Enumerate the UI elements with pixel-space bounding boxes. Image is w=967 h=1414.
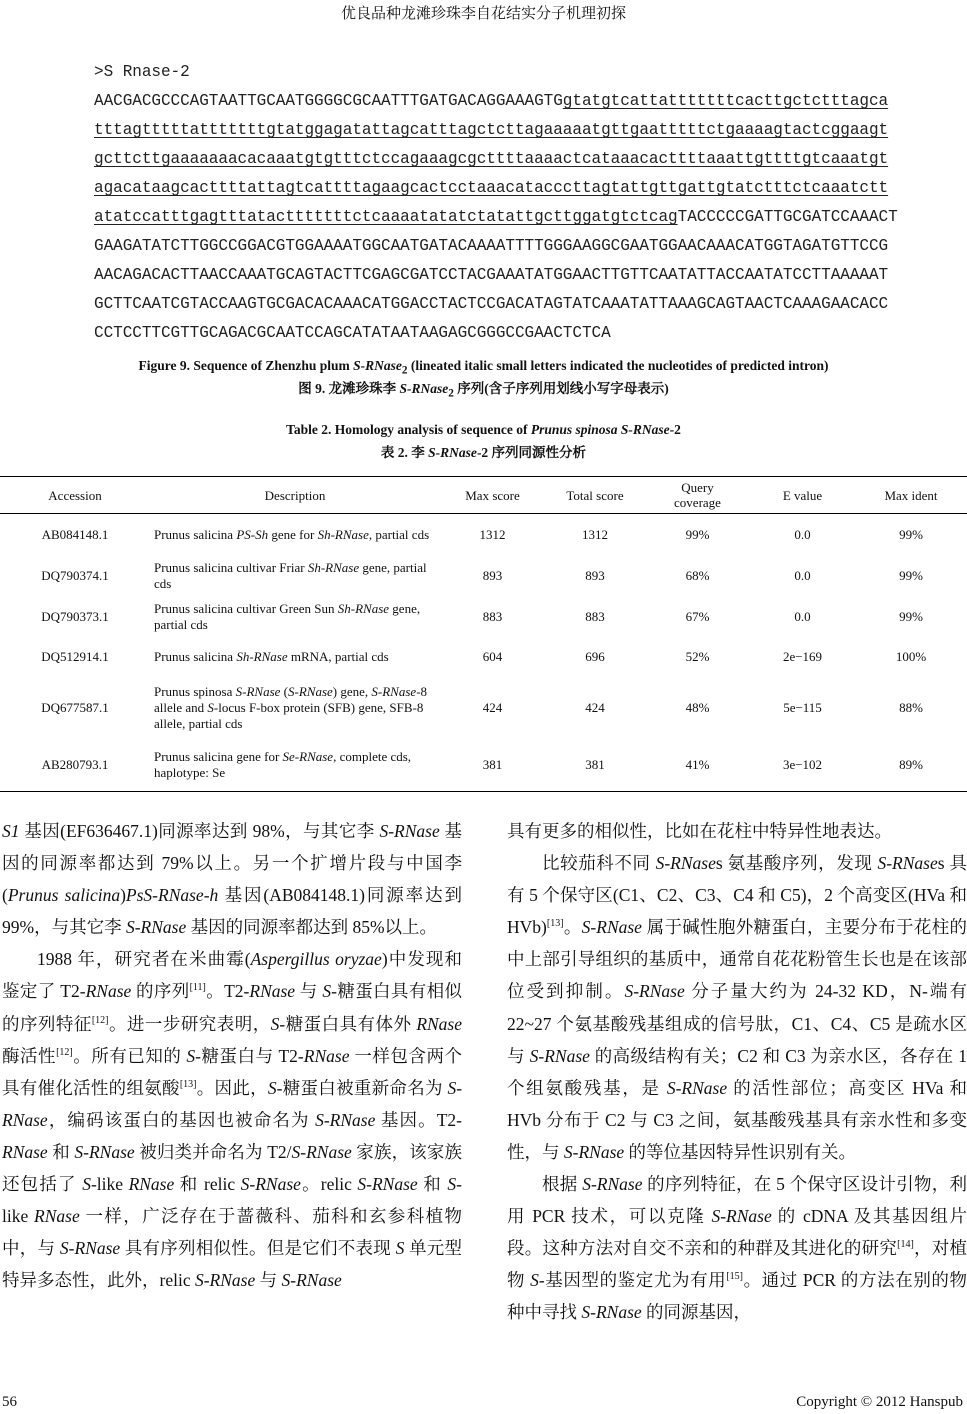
sequence-line (94, 116, 898, 145)
table-cell: Prunus salicina cultivar Green Sun Sh-RNase gene, partial cds (154, 601, 421, 632)
table-cell: 0.0 (794, 568, 811, 583)
intron-segment: atatccatttgagtttatactttttttctcaaaatatatctatattgcttggatgtctcag (94, 208, 678, 226)
table-cell: 883 (482, 609, 503, 624)
sequence-figure (94, 58, 906, 348)
exon-segment: AACGACGCCCAGTAATTGCAATGGGGCGCAATTTGATGACAGGAAAGTG (94, 92, 563, 110)
table-cell: Prunus salicina gene for Se-RNase, complete cds, haplotype: Se (150, 740, 440, 792)
subscript: 2 (401, 364, 408, 377)
subscript: 2 (448, 387, 454, 400)
citation: [13] (546, 918, 564, 930)
italic-term: S-RNase (399, 381, 449, 396)
table-row (0, 514, 967, 556)
italic-term: S-RNase (581, 1302, 642, 1323)
table-cell: 41% (645, 740, 750, 792)
table-cell: 424 (482, 699, 503, 715)
sequence-header: >S Rnase-2 (94, 63, 190, 81)
italic-term: S-RNase (379, 821, 440, 841)
italic-term: S (530, 1270, 539, 1291)
italic-term: S-RNase (563, 1141, 625, 1162)
body-paragraph: 1988 年，研究者在米曲霉(Aspergillus oryzae)中发现和鉴定了 T2-RNase 的序列[11]。T2-RNase 与 S-糖蛋白具有相似的序列特征[12]。进一步研究表明，S-糖蛋白具有体外 RNase 酶活性[12]。所有已知的 S-糖蛋白与 T2-RNase 一样包含两个具有催化活性的组氨酸[13]。因此，S-糖蛋白被重新命名为 S-RNase，编码该蛋白的基因也被命名为 S-RNase 基因。T2-RNase 和 S-RNase 被归类并命名为 T2/S-RNase 家族，该家族还包括了 S-like RNase 和 relic S-RNase。relic S-RNase 和 S-like RNase 一样，广泛存在于蔷薇科、茄科和玄参科植物中，与 S-RNase 具有序列相似性。但是它们不表现 S 单元型特异多态性，此外，relic S-RNase 与 S-RNase (2, 949, 463, 1291)
table-cell: 604 (482, 648, 503, 664)
italic-term: RNase (249, 981, 296, 1002)
italic-term: S-RNase (2, 1077, 463, 1130)
italic-term: Se-RNase (282, 749, 334, 765)
intron-segment: agacataagcacttttattagtcattttagaagcactcctaaacatacccttagtattgttgattgtatctttctcaaatctt (94, 179, 889, 197)
italic-term: S-RNase (371, 683, 417, 699)
copyright: Copyright © 2012 Hanspub (796, 1394, 963, 1410)
column-header: Max score (440, 477, 545, 514)
table-cell: 99% (685, 526, 710, 542)
body-paragraph: 根据 S-RNase 的序列特征，在 5 个保守区设计引物，利用 PCR 技术，可以克隆 S-RNase 的 cDNA 及其基因组片段。这种方法对自交不亲和的种群及其进化的研究[14]，对植物 S-基因型的鉴定尤为有用[15]。通过 PCR 的方法在别的物种中寻找 S-RNase 的同源基因， (507, 1174, 967, 1323)
body-paragraph: 比较茄科不同 S-RNases 氨基酸序列，发现 S-RNases 具有 5 个保守区(C1、C2、C3、C4 和 C5)，2 个高变区(HVa 和 HVb)[13]。S-RNase 属于碱性胞外糖蛋白，主要分布于花柱的中上部引导组织的基质中，通常自花花粉管生长也是在该部位受到抑制。S-RNase 分子量大约为 24-32 KD，N-端有 22~27 个氨基酸残基组成的信号肽，C1、C4、C5 是疏水区与 S-RNase 的高级结构有关；C2 和 C3 为亲水区，各存在 1 个组氨酸残基，是 S-RNase 的活性部位；高变区 HVa 和 HVb 分布于 C2 与 C3 之间，氨基酸残基具有亲水性和多变性，与 S-RNase 的等位基因特异性识别有关。 (507, 853, 967, 1162)
italic-term: PS-Sh (236, 526, 269, 542)
italic-term: RNase (34, 1206, 80, 1227)
table-cell: DQ790374.1 (41, 568, 109, 583)
italic-term: RNase (2, 1141, 48, 1162)
table-cell: 0.0 (794, 609, 811, 624)
sequence-line (94, 261, 898, 290)
left-column (2, 815, 462, 1296)
italic-term: S (267, 1077, 277, 1098)
citation: [12] (91, 1014, 109, 1026)
intron-segment: tttagtttttatttttttgtatggagatattagcatttagctcttagaaaaatgttgaatttttctgaaaagtactcggaagt (94, 121, 889, 139)
citation: [15] (726, 1271, 743, 1283)
table-cell: 67% (685, 609, 710, 624)
table-row (0, 638, 967, 676)
table-cell: 48% (685, 699, 710, 715)
table-cell: 99% (899, 568, 923, 583)
italic-term: S-RNase (281, 1270, 342, 1291)
table-cell: 52% (685, 648, 710, 664)
table-cell: DQ677587.1 (41, 699, 109, 715)
italic-term: S (82, 1174, 91, 1195)
table-cell: 5e−115 (783, 699, 822, 715)
table-cell: 1312 (479, 526, 506, 542)
table-cell: Prunus salicina cultivar Friar Sh-RNase gene, partial cds (154, 560, 427, 591)
italic-term: Prunus spinosa S-RNase (530, 422, 670, 437)
sequence-line (94, 174, 898, 203)
italic-term: RNase (85, 981, 132, 1002)
italic-term: S-RNase (235, 683, 281, 699)
italic-term: Aspergillus oryzae (250, 949, 382, 970)
italic-term: Sh-RNase (317, 526, 369, 542)
italic-term: S (395, 1238, 405, 1259)
italic-term: S-RNase (655, 853, 716, 874)
page-number: 56 (2, 1394, 17, 1410)
table-cell: 893 (482, 568, 503, 583)
table-cell: 99% (899, 526, 923, 542)
figure-caption-en: Figure 9. Sequence of Zhenzhu plum S-RNase$_2$ (lineated italic small letters indicated the nucleotides of predicted intron) (138, 358, 829, 377)
table-caption-en: Table 2. Homology analysis of sequence of Prunus spinosa S-RNase-2 (286, 422, 681, 437)
italic-term: S-RNase (666, 1077, 728, 1098)
intron-segment: gcttcttgaaaaaaacacaaatgtgtttctccagaaagcgcttttaaaactcataaacacttttaaattgttttgtcaaatgt (94, 150, 889, 168)
table-row (0, 676, 967, 740)
table-cell: Prunus salicina PS-Sh gene for Sh-RNase, partial cds (154, 526, 430, 542)
table-cell: 99% (899, 609, 923, 624)
italic-term: S-RNase (529, 1045, 590, 1066)
table-row (0, 597, 967, 638)
figure-caption-cn: 图 9. 龙滩珍珠李 S-RNase$_2$ 序列(含子序列用划线小写字母表示) (298, 381, 669, 400)
table-cell: 89% (855, 740, 967, 792)
column-header: Query coverage (645, 477, 750, 514)
italic-term: RNase (416, 1013, 463, 1034)
table-row (0, 740, 967, 792)
italic-term: S (270, 1013, 280, 1034)
column-header: Description (150, 477, 440, 514)
body-paragraph: 具有更多的相似性，比如在花柱中特异性地表达。 (507, 821, 892, 841)
citation: [11] (189, 982, 206, 994)
homology-table (0, 476, 967, 792)
italic-term: S-RNase (353, 358, 402, 373)
exon-segment: TACCCCCGATTGCGATCCAAACT (677, 208, 898, 226)
sequence-line (94, 87, 898, 116)
citation: [12] (56, 1046, 73, 1058)
table-cell: 2e−169 (782, 648, 823, 664)
table-cell: AB280793.1 (0, 740, 150, 792)
table-cell: 1312 (582, 526, 608, 542)
table-cell: 696 (585, 648, 605, 664)
table-cell: 88% (899, 699, 923, 715)
column-header: E value (750, 477, 855, 514)
italic-term: S1 (2, 821, 20, 841)
table-cell: 381 (545, 740, 645, 792)
sequence-line (94, 203, 898, 232)
table-row (0, 556, 967, 597)
exon-segment: GAAGATATCTTGGCCGGACGTGGAAAATGGCAATGATACAAAATTTTGGGAAGGCGAATGGAACAAACATGGTAGATGTTCCG (94, 237, 889, 255)
table-cell: 381 (440, 740, 545, 792)
column-header: Accession (0, 477, 150, 514)
italic-term: S-RNase (357, 1174, 418, 1195)
table-caption-cn: 表 2. 李 S-RNase-2 序列同源性分析 (380, 445, 587, 460)
citation: [14] (897, 1239, 914, 1251)
italic-term: S (447, 1174, 457, 1195)
italic-term: S-RNase (194, 1270, 256, 1291)
italic-term: RNase (303, 1045, 350, 1066)
italic-term: S-RNase (711, 1206, 772, 1227)
italic-term: PsS-RNase-h (125, 885, 219, 906)
italic-term: S-RNase (74, 1141, 135, 1162)
italic-term: S-RNase (624, 981, 685, 1002)
table-cell: 100% (895, 648, 927, 664)
running-head: 优良品种龙滩珍珠李自花结实分子机理初探 (340, 6, 626, 22)
intron-segment: gtatgtcattatttttttcacttgctctttagca (562, 92, 889, 110)
exon-segment: CCTCCTTCGTTGCAGACGCAATCCAGCATATAATAAGAGCGGGCCGAACTCTCA (94, 324, 611, 342)
table-cell: 893 (585, 568, 605, 583)
italic-term: S-RNase (581, 917, 642, 938)
italic-term: S (207, 699, 214, 715)
column-header: Max ident (855, 477, 967, 514)
italic-term: RNase (128, 1174, 175, 1195)
exon-segment: AACAGACACTTAACCAAATGCAGTACTTCGAGCGATCCTACGAAATATGGAACTTGTTCAATATTACCAATATCCTTAAAAAT (94, 266, 889, 284)
italic-term: Prunus salicina (7, 885, 121, 906)
italic-term: S-RNase (877, 853, 938, 874)
table-cell: DQ790373.1 (41, 609, 109, 624)
table-cell: 0.0 (794, 526, 811, 542)
right-column (507, 815, 967, 1329)
italic-term: Sh-RNase (307, 560, 360, 575)
table-cell: 68% (685, 568, 710, 583)
italic-term: S (186, 1045, 196, 1066)
italic-term: S-RNase (125, 917, 187, 938)
italic-term: S-RNase (582, 1174, 643, 1195)
table-cell: 883 (585, 609, 605, 624)
sequence-line (94, 145, 898, 174)
sequence-line (94, 232, 898, 261)
exon-segment: GCTTCAATCGTACCAAGTGCGACACAAACATGGACCTACTCCGACATAGTATCAAATATTAAAGCAGTAACTCAAAGAACACC (94, 295, 889, 313)
table-cell: Prunus salicina Sh-RNase mRNA, partial cds (154, 648, 389, 664)
column-header: Total score (545, 477, 645, 514)
body-paragraph: S1 基因(EF636467.1)同源率达到 98%，与其它李 S-RNase 基因的同源率都达到 79%以上。另一个扩增片段与中国李(Prunus salicina)PsS-RNase-h 基因(AB084148.1)同源率达到 99%，与其它李 S-RNase 基因的同源率都达到 85%以上。 (2, 821, 463, 938)
table-cell: 3e−102 (750, 740, 855, 792)
italic-term: S (322, 981, 332, 1002)
italic-term: S-RNase (428, 445, 477, 460)
italic-term: S-RNase (315, 1109, 376, 1130)
italic-term: S-RNase (288, 683, 333, 699)
italic-term: Sh-RNase (337, 601, 390, 616)
table-cell: DQ512914.1 (41, 648, 109, 664)
italic-term: S-RNase (240, 1174, 301, 1195)
italic-term: S-RNase (291, 1141, 352, 1162)
citation: [13] (179, 1078, 197, 1090)
sequence-line (94, 319, 898, 348)
italic-term: S-RNase (59, 1238, 121, 1259)
italic-term: Sh-RNase (236, 648, 288, 664)
table-cell: AB084148.1 (41, 526, 109, 542)
table-cell: Prunus spinosa S-RNase (S-RNase) gene, S-RNase-8 allele and S-locus F-box protein (SFB) gene, SFB-8 allele, partial cds (154, 683, 428, 731)
table-cell: 424 (585, 699, 605, 715)
sequence-line (94, 290, 898, 319)
